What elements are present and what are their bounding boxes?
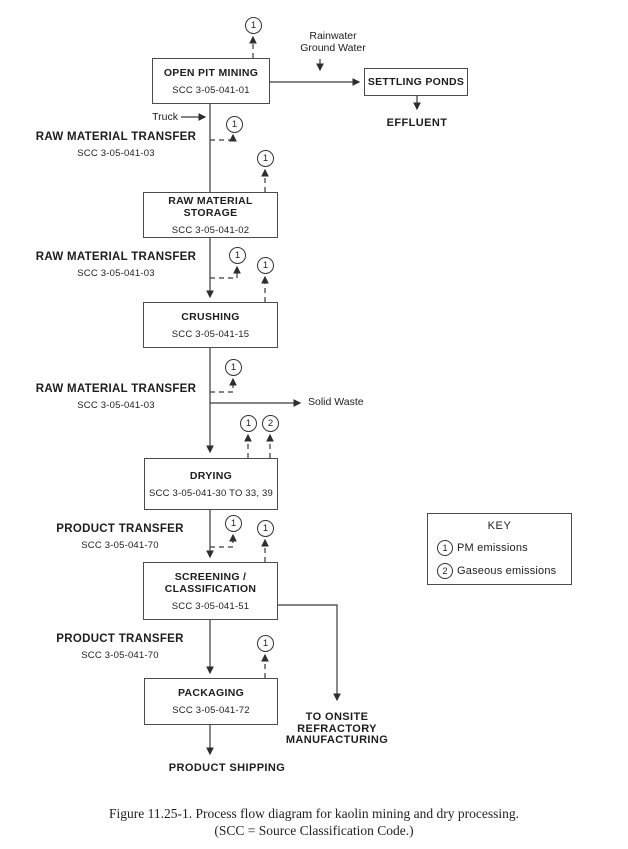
label-title: RAW MATERIAL TRANSFER [35, 383, 197, 395]
label-product-transfer-1 [20, 523, 220, 551]
label-refractory-line2: REFRACTORY [297, 722, 377, 735]
box-scc: SCC 3-05-041-01 [172, 84, 250, 96]
box-raw-material-storage [143, 192, 278, 238]
key-pm-label: PM emissions [457, 542, 528, 554]
box-scc: SCC 3-05-041-51 [171, 600, 250, 612]
label-rainwater-line2: Ground Water [300, 42, 366, 54]
emission-marker-pm: 1 [257, 520, 274, 537]
key-gaseous-label: Gaseous emissions [457, 565, 557, 577]
label-rainwater-line1: Rainwater [309, 30, 357, 42]
emission-marker-pm: 1 [226, 116, 243, 133]
label-scc: SCC 3-05-041-03 [77, 400, 155, 411]
label-title: PRODUCT TRANSFER [56, 523, 184, 535]
emission-marker-pm: 1 [240, 415, 257, 432]
box-title: PACKAGING [177, 687, 245, 699]
box-scc: SCC 3-05-041-30 TO 33, 39 [149, 487, 273, 499]
label-refractory [277, 712, 397, 747]
label-scc: SCC 3-05-041-70 [81, 540, 159, 551]
emission-marker-pm: 1 [257, 257, 274, 274]
box-title-line2: CLASSIFICATION [164, 582, 257, 595]
label-product-shipping: PRODUCT SHIPPING [168, 762, 286, 774]
label-rainwater [288, 30, 378, 54]
figure-caption [0, 806, 628, 839]
box-title: CRUSHING [181, 310, 240, 323]
caption-line2: (SCC = Source Classification Code.) [214, 822, 414, 838]
label-raw-material-transfer-3 [16, 383, 216, 411]
caption-line1: Figure 11.25-1. Process flow diagram for kaolin mining and dry processing. [108, 806, 520, 821]
box-settling-ponds [364, 68, 468, 96]
label-scc: SCC 3-05-041-03 [77, 148, 155, 159]
key-gaseous-symbol: 2 [437, 563, 453, 579]
key-box [427, 513, 572, 585]
emission-marker-pm: 1 [257, 150, 274, 167]
label-raw-material-transfer-2 [16, 251, 216, 279]
emission-marker-pm: 1 [245, 17, 262, 34]
box-scc: SCC 3-05-041-02 [171, 224, 250, 236]
key-entry-gaseous [437, 563, 556, 579]
label-title: RAW MATERIAL TRANSFER [35, 131, 197, 143]
box-scc: SCC 3-05-041-72 [172, 705, 250, 716]
box-screening-classification [143, 562, 278, 620]
box-scc: SCC 3-05-041-15 [171, 328, 250, 340]
label-refractory-line1: TO ONSITE [305, 711, 369, 723]
label-title: RAW MATERIAL TRANSFER [35, 251, 197, 263]
box-title: SETTLING PONDS [367, 76, 465, 88]
emission-marker-pm: 1 [257, 635, 274, 652]
line-screening-to-refractory [278, 605, 337, 700]
label-solid-waste: Solid Waste [308, 396, 364, 408]
key-pm-symbol: 1 [437, 540, 453, 556]
box-crushing [143, 302, 278, 348]
key-entry-pm [437, 540, 528, 556]
box-title: OPEN PIT MINING [163, 66, 259, 79]
label-scc: SCC 3-05-041-70 [81, 650, 159, 661]
box-title: RAW MATERIAL STORAGE [168, 194, 253, 219]
label-title: PRODUCT TRANSFER [56, 633, 184, 645]
key-title: KEY [487, 520, 512, 532]
label-product-transfer-2 [20, 633, 220, 661]
emission-marker-pm: 1 [225, 515, 242, 532]
box-packaging [144, 678, 278, 725]
emission-marker-gaseous: 2 [262, 415, 279, 432]
label-scc: SCC 3-05-041-03 [77, 268, 155, 279]
box-open-pit-mining [152, 58, 270, 104]
box-title: DRYING [189, 469, 233, 482]
label-refractory-line3: MANUFACTURING [285, 734, 389, 746]
emission-marker-pm: 1 [225, 359, 242, 376]
label-raw-material-transfer-1 [16, 131, 216, 159]
label-effluent: EFFLUENT [386, 117, 448, 129]
label-truck: Truck [152, 111, 178, 123]
emission-marker-pm: 1 [229, 247, 246, 264]
box-title-line1: SCREENING / [174, 570, 247, 583]
box-drying [144, 458, 278, 510]
